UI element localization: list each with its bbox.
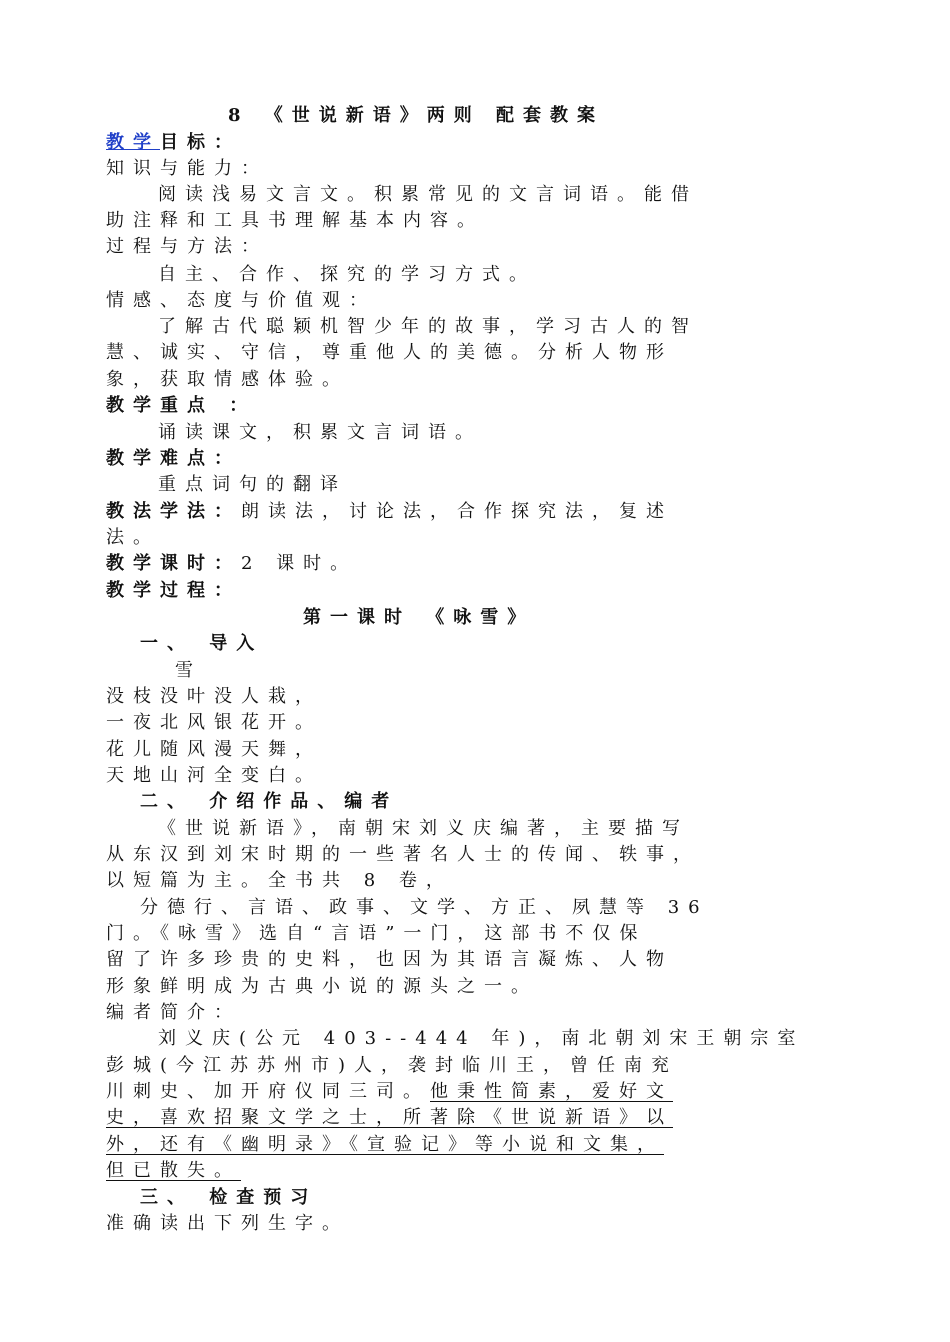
work-text-1: 《世说新语》，南朝宋刘义庆编著，主要描写 [158,818,689,839]
key-points-text: 诵读课文，积累文言词语。 [158,422,482,443]
editor-text-3a: 川刺史、加开府仪同三司。 [106,1081,430,1102]
work-text-3: 以短篇为主。全书共 8 卷， [106,870,453,891]
editor-text-6: 但已散失。 [106,1160,241,1181]
poem-line-2: 一夜北风银花开。 [106,712,322,733]
difficulties-label: 教学难点： [106,448,241,469]
objectives-heading-rest: 目标： [160,132,241,153]
preview-text: 准确读出下列生字。 [106,1213,349,1234]
editor-text-2: 彭城(今江苏苏州市)人，袭封临川王，曾任南兖 [106,1055,679,1076]
work-text-5: 门。《咏雪》选自“言语”一门，这部书不仅保 [106,923,647,944]
work-text-6: 留了许多珍贵的史料，也因为其语言凝炼、人物 [106,949,673,970]
lesson1-title: 第一课时 《咏雪》 [303,607,535,628]
difficulties-text: 重点词句的翻译 [158,474,347,495]
knowledge-text-1: 阅读浅易文言文。积累常见的文言词语。能借 [158,184,698,205]
editor-text-3b: 他秉性简素，爱好文 [430,1081,673,1102]
editor-text-4: 史，喜欢招聚文学之士，所著除《世说新语》以 [106,1107,673,1128]
poem-title: 雪 [175,660,202,681]
work-text-2: 从东汉到刘宋时期的一些著名人士的传闻、轶事， [106,844,700,865]
editor-text-3 [106,1079,673,1105]
document-title: 8 《世说新语》两则 配套教案 [228,105,605,126]
section-work-author: 二、 介绍作品、编者 [140,791,399,812]
process-method-text: 自主、合作、探究的学习方式。 [158,264,536,285]
methods-line [106,499,673,525]
poem-line-4: 天地山河全变白。 [106,765,322,786]
editor-label: 编者简介： [106,1002,241,1023]
work-text-4: 分德行、言语、政事、文学、方正、夙慧等 36 [140,897,709,918]
methods-text: 朗读法，讨论法，合作探究法，复述 [241,501,673,522]
knowledge-text-2: 助注释和工具书理解基本内容。 [106,210,484,231]
objectives-link[interactable]: 教学 [106,132,160,153]
emotion-label: 情感、态度与价值观： [106,290,376,311]
poem-line-1: 没枝没叶没人栽， [106,686,322,707]
methods-label: 教法学法： [106,501,241,522]
objectives-heading [106,130,241,156]
section-intro: 一、 导入 [140,633,264,654]
methods-cont: 法。 [106,527,160,548]
key-points-label: 教学重点 ： [106,395,257,416]
process-label: 教学过程： [106,580,241,601]
poem-line-3: 花儿随风漫天舞， [106,739,322,760]
emotion-text-3: 象，获取情感体验。 [106,369,349,390]
editor-text-5: 外，还有《幽明录》《宣验记》等小说和文集， [106,1134,664,1155]
knowledge-label: 知识与能力： [106,158,268,179]
section-preview: 三、 检查预习 [140,1187,318,1208]
emotion-text-1: 了解古代聪颖机智少年的故事，学习古人的智 [158,316,698,337]
process-method-label: 过程与方法： [106,236,268,257]
work-text-7: 形象鲜明成为古典小说的源头之一。 [106,976,538,997]
hours-line [106,551,357,577]
emotion-text-2: 慧、诚实、守信，尊重他人的美德。分析人物形 [106,342,673,363]
hours-label: 教学课时： [106,553,241,574]
hours-text: 2 课时。 [241,553,358,574]
editor-text-1: 刘义庆(公元 403--444 年)，南北朝刘宋王朝宗室 [158,1028,805,1049]
